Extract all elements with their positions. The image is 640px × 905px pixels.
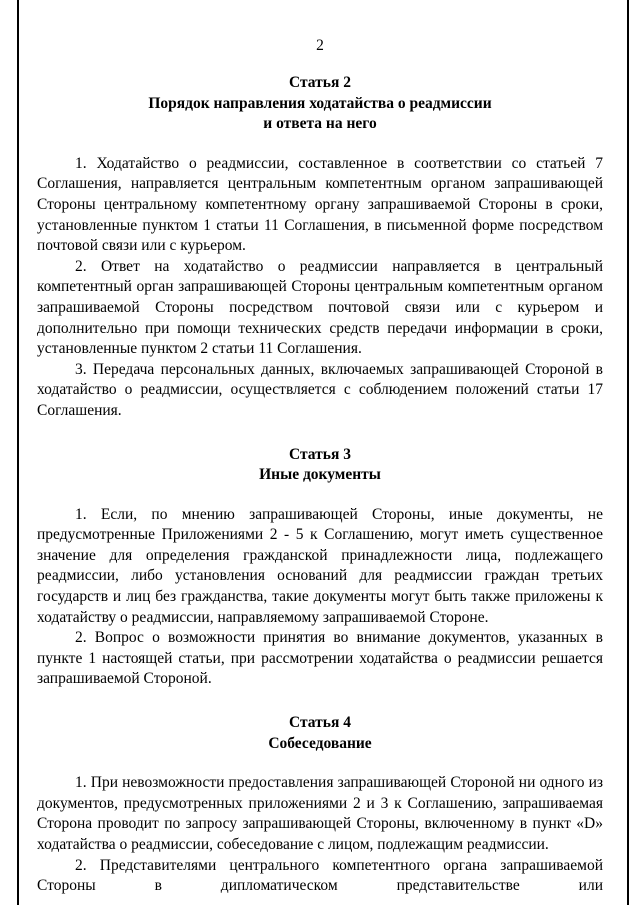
article-subtitle-line: и ответа на него — [263, 115, 377, 133]
document-page — [37, 36, 603, 897]
paragraph: 2. Представителями центрального компетентного органа запрашиваемой Стороны в дипломатическом представительстве или — [37, 856, 603, 895]
paragraph: 2. Ответ на ходатайство о реадмиссии направляется в центральный компетентный орган запрашивающей Стороны центральным компетентным органом запрашиваемой Стороны посредством почтовой связи или с курьером и дополнительно при помощи технических средств передачи информации в сроки, установленные пунктом 2 статьи 11 Соглашения. — [37, 257, 603, 358]
paragraph: 3. Передача персональных данных, включаемых запрашивающей Стороной в ходатайство о реадмиссии, осуществляется с соблюдением положений статьи 17 Соглашения. — [37, 360, 603, 419]
article-title: Статья 4 — [289, 714, 351, 732]
paragraph: 1. Ходатайство о реадмиссии, составленное в соответствии со статьей 7 Соглашения, направляется центральным компетентным органом запрашивающей Стороны центральному компетентному органу запрашиваемой Стороны в сроки, установленные пунктом 1 статьи 11 Соглашения, в письменной форме посредством почтовой связи или с курьером. — [37, 154, 603, 255]
article-subtitle-line: Собеседование — [268, 734, 372, 752]
article-heading — [37, 713, 603, 754]
article-heading — [37, 73, 603, 135]
article-title: Статья 2 — [289, 74, 351, 91]
article-heading — [37, 445, 603, 486]
page-number: 2 — [316, 37, 324, 54]
paragraph: 1. Если, по мнению запрашивающей Стороны, иные документы, не предусмотренные Приложениями 2 - 5 к Соглашению, могут иметь существенное значение для определения гражданской принадлежности лица, подлежащего реадмиссии, либо установления оснований для реадмиссии граждан третьих государств и лиц без гражданства, такие документы могут быть также приложены к ходатайству о реадмиссии, направляемому запрашиваемой Стороне. — [37, 505, 603, 626]
article-subtitle-line: Иные документы — [259, 466, 381, 484]
article-4 — [37, 713, 603, 897]
paragraph: 1. При невозможности предоставления запрашивающей Стороной ни одного из документов, предусмотренных приложениями 2 и 3 к Соглашению, запрашиваемая Сторона проводит по запросу запрашивающей Стороны, включенному в пункт «D» ходатайства о реадмиссии, собеседование с лицом, подлежащим реадмиссии. — [37, 774, 603, 853]
article-3 — [37, 445, 603, 691]
page-border-right — [627, 0, 629, 905]
page-border-left — [17, 0, 19, 905]
article-subtitle-line: Порядок направления ходатайства о реадмиссии — [148, 94, 492, 112]
article-title: Статья 3 — [289, 445, 351, 463]
paragraph: 2. Вопрос о возможности принятия во внимание документов, указанных в пункте 1 настоящей статьи, при рассмотрении ходатайства о реадмиссии решается запрашиваемой Стороной. — [37, 629, 603, 688]
article-2 — [37, 73, 603, 422]
